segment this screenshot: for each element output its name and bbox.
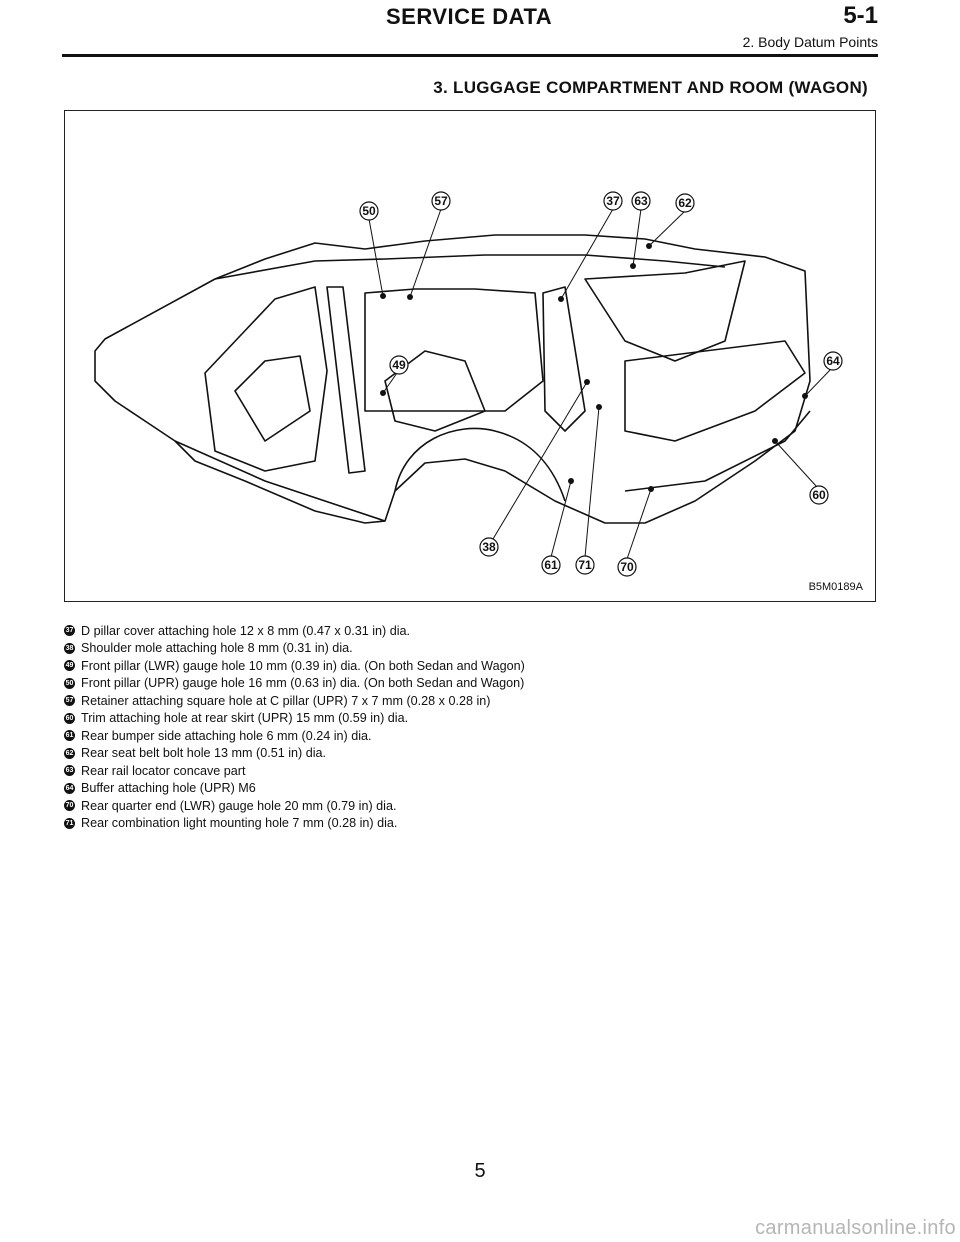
rear-door-opening (365, 289, 543, 411)
leader-57 (410, 209, 441, 297)
body-outline (95, 235, 810, 523)
svg-text:71: 71 (578, 558, 592, 572)
legend-number-badge: 37 (65, 627, 74, 635)
callout-64 (824, 352, 842, 370)
leader-38 (493, 382, 587, 539)
legend-number-badge: 61 (65, 732, 74, 740)
rear-wheel-arch (395, 429, 565, 502)
legend-item (64, 710, 824, 728)
legend-text: Rear bumper side attaching hole 6 mm (0.24 in) dia. (81, 728, 372, 743)
leader-37 (561, 209, 613, 299)
legend-number-badge: 38 (65, 644, 74, 652)
svg-text:38: 38 (482, 540, 496, 554)
legend-number-badge: 60 (65, 714, 74, 722)
header-subsection: 2. Body Datum Points (742, 34, 878, 50)
page-number: 5 (474, 1160, 486, 1182)
watermark: carmanualsonline.info (755, 1217, 956, 1239)
header-section-code: 5-1 (843, 2, 878, 29)
leader-71 (585, 407, 599, 557)
callout-63 (632, 192, 650, 210)
callout-50 (360, 202, 378, 220)
legend-number-badge: 70 (65, 802, 74, 810)
legend-item (64, 727, 824, 745)
legend-item (64, 797, 824, 815)
svg-text:49: 49 (392, 358, 406, 372)
leader-50 (369, 219, 383, 296)
callout-71 (576, 556, 594, 574)
header-section-title: SERVICE DATA (386, 4, 553, 29)
legend-item (64, 692, 824, 710)
c-pillar (543, 287, 585, 431)
leader-60 (775, 441, 817, 487)
svg-text:70: 70 (620, 560, 634, 574)
legend-item (64, 657, 824, 675)
legend-text: Retainer attaching square hole at C pillar (UPR) 7 x 7 mm (0.28 x 0.28 in) (81, 693, 491, 708)
svg-text:60: 60 (812, 488, 826, 502)
svg-text:64: 64 (826, 354, 840, 368)
callout-49 (390, 356, 408, 374)
legend-text: Buffer attaching hole (UPR) M6 (81, 781, 256, 796)
cargo-floor (625, 341, 805, 441)
legend-item (64, 675, 824, 693)
leader-62 (649, 211, 685, 246)
svg-text:57: 57 (434, 194, 448, 208)
body-datum-figure (64, 110, 876, 602)
legend-text: Rear rail locator concave part (81, 763, 246, 778)
legend-text: Shoulder mole attaching hole 8 mm (0.31 in) dia. (81, 641, 353, 656)
legend-text: Front pillar (UPR) gauge hole 16 mm (0.63 in) dia. (On both Sedan and Wagon) (81, 676, 525, 691)
wagon-body-illustration (65, 111, 877, 603)
legend-item (64, 762, 824, 780)
legend-number-badge: 50 (65, 679, 74, 687)
header-divider (62, 54, 878, 57)
b-pillar (327, 287, 365, 473)
legend-number-badge: 71 (65, 819, 74, 827)
legend-text: Rear quarter end (LWR) gauge hole 20 mm (0.79 in) dia. (81, 798, 397, 813)
legend-item (64, 745, 824, 763)
legend-number-badge: 64 (65, 784, 74, 792)
svg-text:50: 50 (362, 204, 376, 218)
legend-item (64, 622, 824, 640)
callout-61 (542, 556, 560, 574)
legend-text: D pillar cover attaching hole 12 x 8 mm (0.47 x 0.31 in) dia. (81, 623, 410, 638)
legend-text: Rear combination light mounting hole 7 mm (0.28 in) dia. (81, 816, 398, 831)
rear-quarter-window (585, 261, 745, 361)
legend-number-badge: 62 (65, 749, 74, 757)
callout-62 (676, 194, 694, 212)
legend-item (64, 815, 824, 833)
rear-bumper-area (625, 411, 810, 491)
svg-text:37: 37 (606, 194, 620, 208)
leader-70 (627, 489, 651, 559)
legend-item (64, 640, 824, 658)
rocker-panel (175, 441, 385, 521)
callout-60 (810, 486, 828, 504)
figure-code: B5M0189A (808, 581, 863, 593)
front-seat-area (235, 356, 310, 441)
legend-text: Rear seat belt bolt hole 13 mm (0.51 in) dia. (81, 746, 327, 761)
callout-57 (432, 192, 450, 210)
svg-text:62: 62 (678, 196, 692, 210)
legend-number-badge: 63 (65, 767, 74, 775)
callout-70 (618, 558, 636, 576)
datum-legend (64, 622, 824, 832)
svg-text:63: 63 (634, 194, 648, 208)
front-door-opening (205, 287, 327, 471)
callout-37 (604, 192, 622, 210)
legend-item (64, 780, 824, 798)
legend-text: Front pillar (LWR) gauge hole 10 mm (0.39 in) dia. (On both Sedan and Wagon) (81, 658, 525, 673)
legend-number-badge: 57 (65, 697, 74, 705)
callout-38 (480, 538, 498, 556)
svg-text:61: 61 (544, 558, 558, 572)
legend-text: Trim attaching hole at rear skirt (UPR) 15 mm (0.59 in) dia. (81, 711, 409, 726)
legend-number-badge: 49 (65, 662, 74, 670)
section-heading: 3. LUGGAGE COMPARTMENT AND ROOM (WAGON) (433, 78, 868, 97)
